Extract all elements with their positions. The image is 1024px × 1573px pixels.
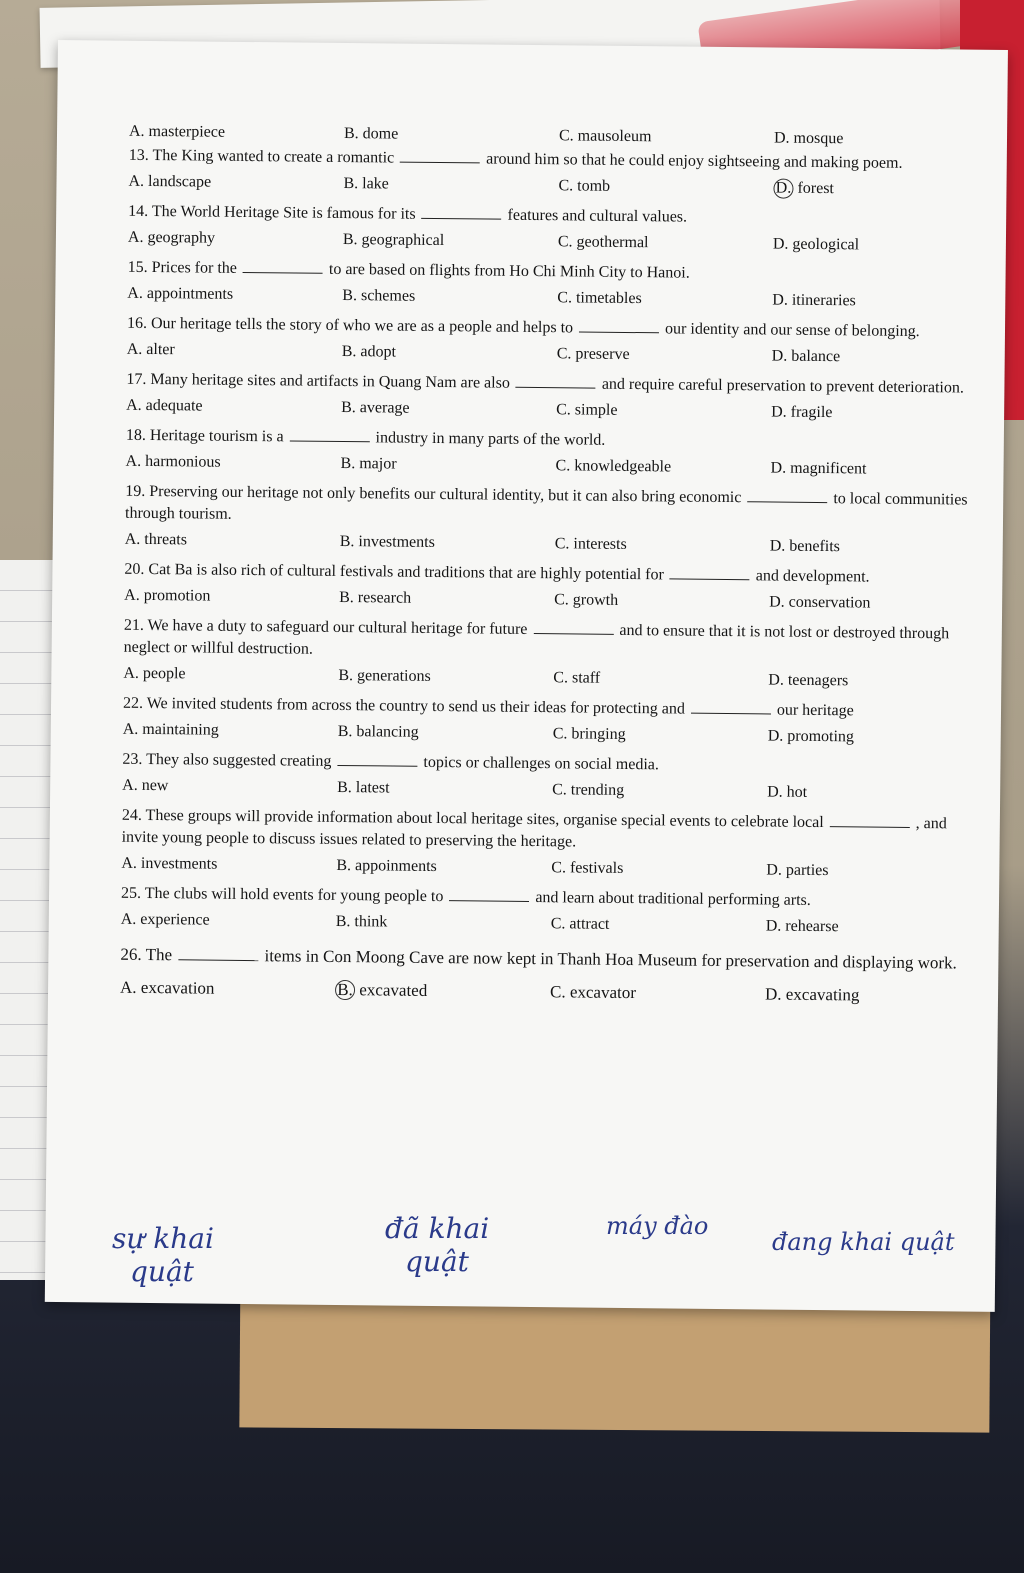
option-a[interactable]: A. new [122, 776, 169, 795]
option-d[interactable]: D. hot [767, 783, 808, 801]
option-d[interactable]: D. teenagers [768, 671, 849, 690]
question-stem-start: 24. These groups will provide information about local heritage sites, organise special events to celebrate local [121, 806, 824, 832]
question-13 [129, 145, 989, 176]
question-stem-end: and require careful preservation to prevent deterioration. [601, 375, 964, 397]
option-d[interactable]: D. geological [772, 235, 860, 254]
handwritten-note-c [606, 1212, 708, 1240]
note-line: máy đào [606, 1212, 709, 1240]
option-c[interactable]: C. mausoleum [558, 127, 652, 146]
question-26 [120, 939, 980, 980]
option-d[interactable]: D. itineraries [772, 291, 856, 310]
option-a[interactable]: A. people [123, 664, 186, 683]
note-line: sự khai [112, 1222, 214, 1255]
options-row-19 [125, 529, 985, 560]
question-19 [125, 481, 985, 534]
option-a[interactable]: A. maintaining [122, 720, 219, 739]
option-a[interactable]: A. masterpiece [128, 122, 226, 141]
answer-blank[interactable] [290, 426, 370, 442]
option-c[interactable]: C. staff [553, 669, 601, 687]
option-a[interactable]: A. geography [127, 228, 216, 247]
question-stem-end: industry in many parts of the world. [375, 429, 606, 449]
question-21 [124, 615, 984, 668]
question-16 [127, 313, 987, 344]
options-row-17 [126, 395, 986, 426]
option-c[interactable]: C. preserve [556, 345, 630, 364]
options-row-25 [121, 909, 981, 940]
options-row-26 [120, 977, 980, 1008]
question-stem-start: 16. Our heritage tells the story of who we are as a people and helps to [126, 314, 574, 337]
option-a[interactable]: A. experience [120, 910, 210, 929]
answer-blank[interactable] [516, 373, 596, 389]
options-row-23 [122, 775, 982, 806]
answer-blank[interactable] [243, 258, 323, 274]
option-d[interactable]: D. parties [766, 861, 829, 880]
answer-circle-icon: B. [335, 980, 355, 1000]
options-row-14 [128, 227, 988, 258]
option-d[interactable]: D. conservation [769, 593, 871, 612]
option-b[interactable]: B. adopt [341, 342, 397, 361]
options-row-16 [127, 339, 987, 370]
handwritten-note-a [112, 1222, 214, 1288]
question-stem-end: and learn about traditional performing arts. [535, 889, 811, 909]
option-c[interactable]: C. timetables [557, 289, 642, 308]
question-stem-start: 19. Preserving our heritage not only benefits our cultural identity, but it can also bring economic [125, 482, 742, 507]
option-b[interactable]: B. think [335, 912, 388, 931]
option-c[interactable]: C. festivals [551, 859, 624, 877]
option-d[interactable]: D. mosque [773, 129, 844, 148]
option-c[interactable]: C. attract [550, 915, 610, 933]
option-a[interactable]: A. alter [126, 340, 175, 359]
question-stem-end: items in Con Moong Cave are now kept in Thanh Hoa Museum for preservation and displaying work. [264, 946, 957, 973]
options-row-18 [125, 451, 985, 482]
question-stem-start: 20. Cat Ba is also rich of cultural festivals and traditions that are highly potential for [124, 560, 664, 584]
handwritten-note-d [772, 1228, 955, 1256]
options-row-24 [121, 853, 981, 884]
question-stem-end: features and cultural values. [507, 206, 688, 226]
option-d-selected[interactable] [773, 178, 988, 202]
option-b[interactable]: B. major [340, 454, 397, 473]
option-b[interactable]: B. investments [339, 532, 435, 551]
answer-blank[interactable] [449, 886, 529, 902]
option-d[interactable]: D. balance [771, 347, 841, 366]
options-row-13 [128, 171, 988, 202]
question-24 [122, 805, 982, 858]
option-b[interactable]: B. geographical [342, 230, 445, 250]
options-row-21 [123, 663, 983, 694]
question-23 [122, 749, 982, 780]
option-b[interactable]: B. average [341, 398, 410, 417]
worksheet-page [45, 40, 1008, 1312]
option-d-text: forest [797, 179, 835, 198]
options-row-15 [127, 283, 987, 314]
question-stem-start: 14. The World Heritage Site is famous for its [128, 202, 416, 223]
answer-blank[interactable] [400, 148, 480, 164]
note-line: quật [130, 1255, 194, 1288]
option-d[interactable]: D. fragile [771, 403, 833, 422]
question-stem-start: 13. The King wanted to create a romantic [128, 146, 395, 167]
question-stem-end: to local communities through tourism. [124, 490, 968, 523]
option-b[interactable]: B. dome [343, 125, 399, 143]
option-d[interactable]: D. rehearse [765, 917, 839, 936]
option-c[interactable]: C. excavator [549, 982, 637, 1003]
option-a[interactable]: A. excavation [119, 977, 215, 998]
option-c[interactable]: C. growth [554, 591, 619, 609]
answer-blank[interactable] [533, 619, 613, 635]
option-d[interactable]: D. benefits [769, 537, 841, 556]
question-stem-start: 23. They also suggested creating [122, 750, 332, 770]
note-line: đang khai quật [772, 1228, 955, 1256]
question-25 [121, 883, 981, 914]
option-d[interactable]: D. magnificent [770, 459, 867, 478]
question-stem-end: to are based on flights from Ho Chi Minh City to Hanoi. [328, 260, 690, 282]
option-a[interactable]: A. appointments [127, 284, 234, 303]
answer-blank[interactable] [691, 699, 771, 715]
option-b[interactable]: B. appoinments [336, 856, 437, 876]
question-14 [128, 201, 988, 232]
question-stem-start: 22. We invited students from across the country to send us their ideas for protecting and [122, 694, 685, 718]
option-b[interactable]: B. schemes [342, 286, 416, 305]
note-line: đã khai [385, 1212, 490, 1245]
option-a[interactable]: A. landscape [128, 172, 212, 191]
answer-blank[interactable] [579, 317, 659, 333]
option-c[interactable]: C. bringing [552, 725, 626, 743]
option-c[interactable]: C. simple [556, 401, 618, 419]
answer-blank[interactable] [337, 751, 417, 767]
answer-blank[interactable] [178, 945, 258, 961]
option-c[interactable]: C. knowledgeable [555, 457, 672, 476]
question-18 [126, 425, 986, 456]
option-a[interactable]: A. promotion [124, 586, 211, 605]
option-c[interactable]: C. interests [554, 535, 627, 553]
option-c[interactable]: C. tomb [558, 177, 611, 195]
question-stem-start: 18. Heritage tourism is a [125, 426, 284, 446]
option-b[interactable]: B. latest [337, 778, 390, 797]
answer-blank[interactable] [670, 564, 750, 580]
question-stem-start: 26. The [120, 944, 173, 965]
option-a[interactable]: A. harmonious [125, 452, 221, 471]
option-c[interactable]: C. geothermal [557, 233, 649, 252]
options-row-22 [123, 719, 983, 750]
option-b[interactable]: B. generations [338, 666, 431, 685]
question-stem-end: topics or challenges on social media. [423, 753, 660, 774]
question-stem-end: and to ensure that it is not lost or destroyed through neglect or willful destruction. [123, 621, 950, 658]
option-b[interactable]: B. research [339, 588, 412, 607]
option-b-text: excavated [359, 980, 428, 1000]
option-b-selected[interactable] [335, 979, 550, 1003]
question-17 [126, 369, 986, 400]
option-b[interactable]: B. lake [343, 174, 389, 193]
question-stem-end: our heritage [776, 701, 854, 720]
question-stem-end: our identity and our sense of belonging. [665, 320, 920, 341]
option-a[interactable]: A. adequate [126, 396, 203, 415]
handwritten-note-b [385, 1212, 489, 1278]
answer-blank[interactable] [422, 204, 502, 220]
option-b[interactable]: B. balancing [337, 722, 419, 741]
question-stem-start: 17. Many heritage sites and artifacts in Quang Nam are also [126, 370, 510, 392]
option-d[interactable]: D. promoting [767, 727, 855, 746]
question-stem-end: , and invite young people to discuss issues related to preserving the heritage. [121, 815, 947, 851]
question-stem-start: 25. The clubs will hold events for young people to [120, 884, 444, 906]
question-stem-start: 21. We have a duty to safeguard our cultural heritage for future [123, 616, 528, 638]
answer-blank[interactable] [747, 487, 827, 503]
options-row-20 [124, 585, 984, 616]
option-a[interactable]: A. threats [124, 530, 188, 549]
question-22 [123, 693, 983, 724]
answer-blank[interactable] [830, 812, 910, 828]
question-stem-end: and development. [755, 567, 870, 586]
answer-circle-icon: D. [773, 179, 793, 199]
question-stem-start: 15. Prices for the [127, 258, 238, 277]
question-stem-end: around him so that he could enjoy sightseeing and making poem. [486, 150, 903, 172]
option-c[interactable]: C. trending [552, 781, 625, 799]
option-d[interactable]: D. excavating [764, 984, 860, 1005]
option-a[interactable]: A. investments [121, 854, 218, 873]
worksheet-content [120, 123, 989, 1016]
note-line: quật [405, 1245, 469, 1278]
